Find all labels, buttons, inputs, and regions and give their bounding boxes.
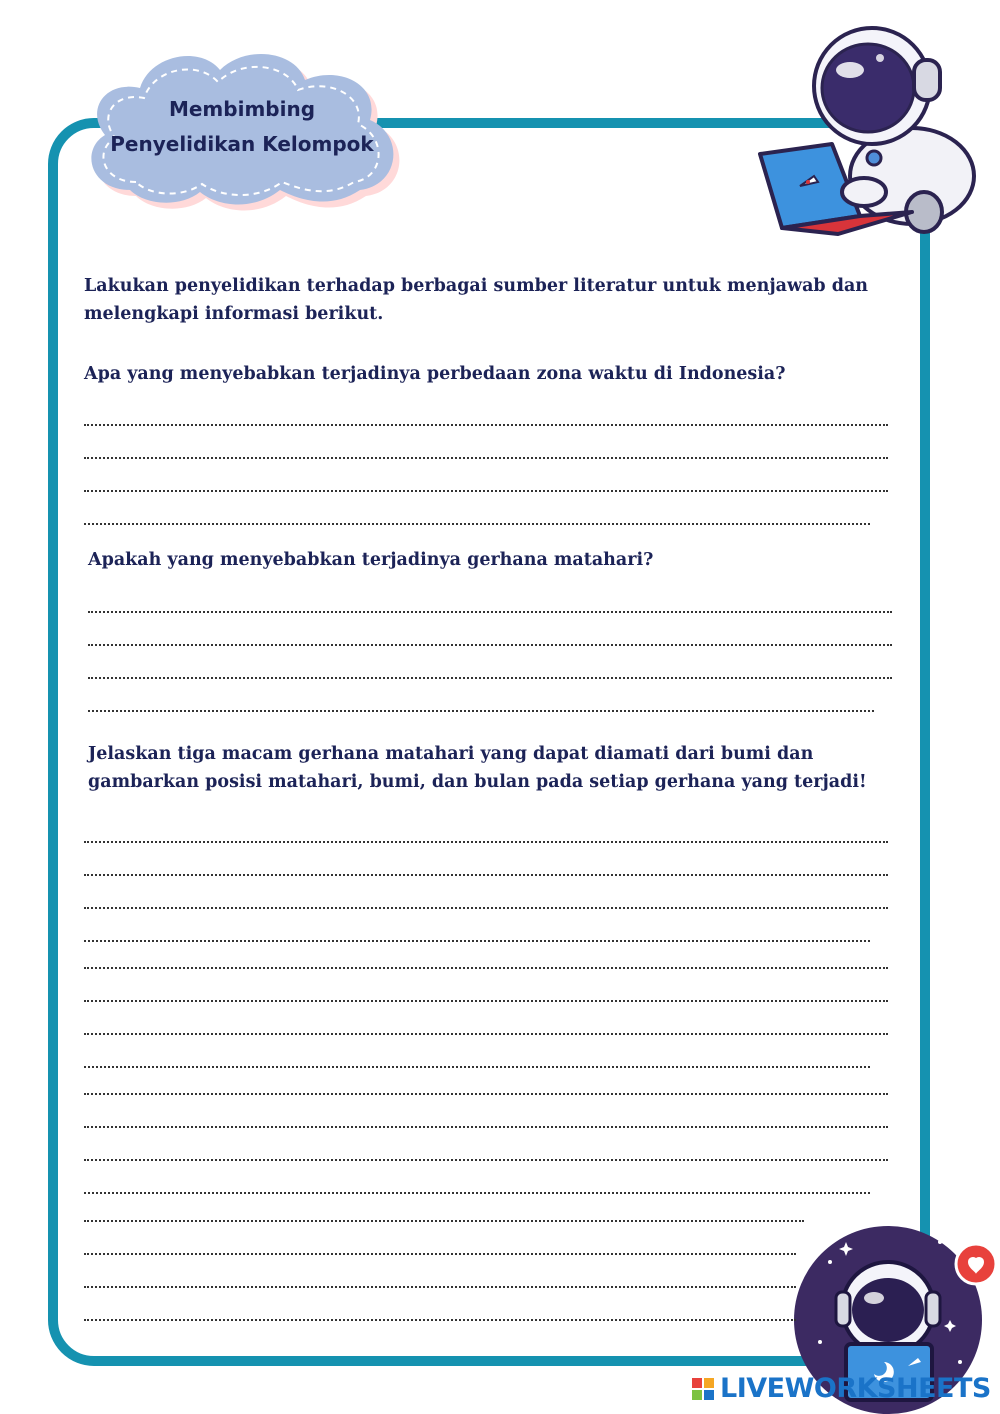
answer-line[interactable] bbox=[88, 611, 892, 613]
answer-line[interactable] bbox=[84, 874, 888, 876]
answer-line[interactable] bbox=[84, 1126, 888, 1128]
question-2: Apakah yang menyebabkan terjadinya gerhana matahari? bbox=[88, 550, 654, 570]
answer-line[interactable] bbox=[84, 1066, 870, 1068]
answer-line[interactable] bbox=[84, 1319, 796, 1321]
answer-line[interactable] bbox=[88, 710, 874, 712]
answer-line[interactable] bbox=[84, 1000, 888, 1002]
title-line-1: Membimbing bbox=[168, 97, 316, 121]
brand-wordmark bbox=[720, 1374, 991, 1404]
answer-line[interactable] bbox=[84, 967, 888, 969]
answer-line[interactable] bbox=[84, 1033, 888, 1035]
answer-line[interactable] bbox=[84, 1286, 796, 1288]
answer-line[interactable] bbox=[84, 841, 888, 843]
brand-text: LIVEWORKSHEETS bbox=[720, 1373, 991, 1404]
answer-line[interactable] bbox=[84, 523, 870, 525]
instructions-text: Lakukan penyelidikan terhadap berbagai sumber literatur untuk menjawab dan melengkapi informasi berikut. bbox=[84, 276, 869, 324]
page-title bbox=[92, 92, 392, 162]
answer-line[interactable] bbox=[84, 490, 888, 492]
question-1: Apa yang menyebabkan terjadinya perbedaan zona waktu di Indonesia? bbox=[84, 364, 786, 384]
answer-line[interactable] bbox=[84, 1220, 804, 1222]
answer-line[interactable] bbox=[84, 1192, 870, 1194]
answer-line[interactable] bbox=[84, 1093, 888, 1095]
answer-line[interactable] bbox=[84, 940, 870, 942]
answer-line[interactable] bbox=[84, 1253, 796, 1255]
answer-line[interactable] bbox=[84, 424, 888, 426]
answer-line[interactable] bbox=[84, 1159, 888, 1161]
answer-line[interactable] bbox=[88, 677, 892, 679]
answer-line[interactable] bbox=[84, 907, 888, 909]
question-3: Jelaskan tiga macam gerhana matahari yang dapat diamati dari bumi dan gambarkan posisi matahari, bumi, dan bulan pada setiap gerhana yang terjadi! bbox=[88, 744, 867, 792]
answer-line[interactable] bbox=[88, 644, 892, 646]
astronaut-laptop-illustration bbox=[752, 16, 988, 244]
answer-line[interactable] bbox=[84, 457, 888, 459]
liveworksheets-logo-icon bbox=[692, 1378, 716, 1402]
title-line-2: Penyelidikan Kelompok bbox=[110, 132, 374, 156]
